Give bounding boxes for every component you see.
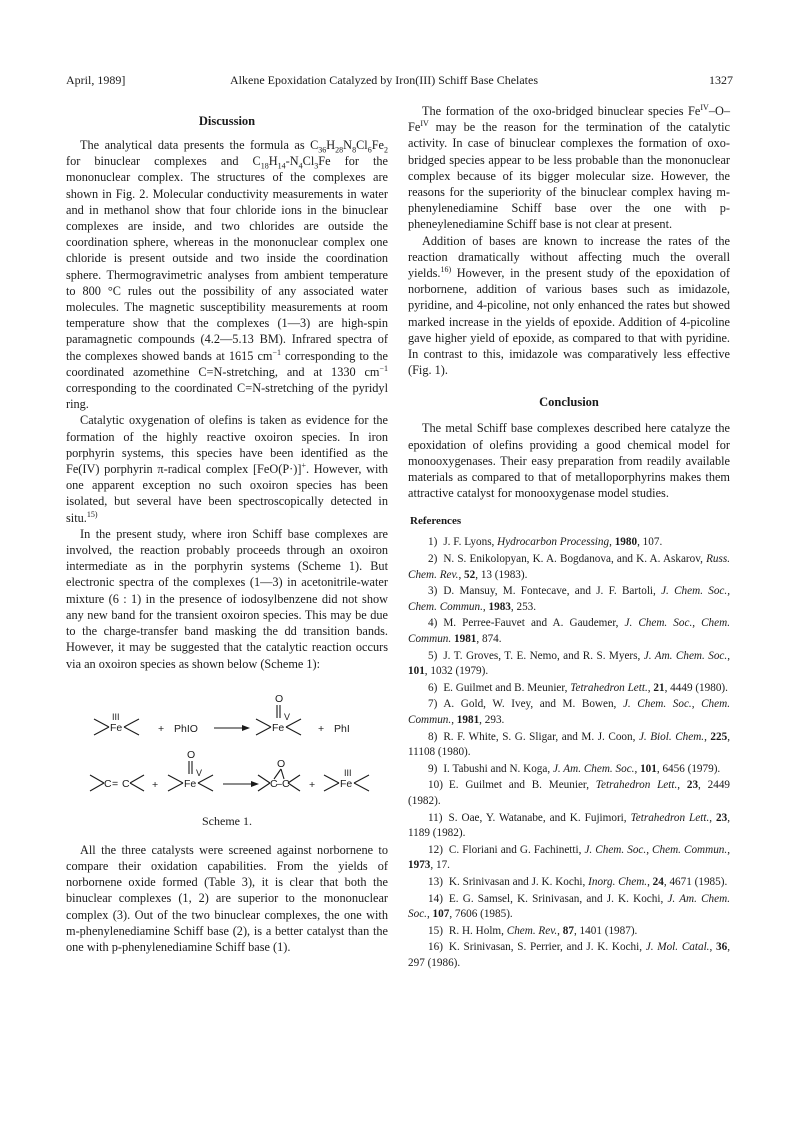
plus-sign: + <box>318 722 325 735</box>
page-number: 1327 <box>709 73 733 87</box>
phi-label: PhI <box>334 722 350 735</box>
reference-item: 10) E. Guilmet and B. Meunier, Tetrahedron Lett., 23, 2449 (1982). <box>408 779 730 807</box>
oxidation-state-label: V <box>284 711 291 722</box>
carbon-label: C <box>270 777 278 790</box>
reference-item: 11) S. Oae, Y. Watanabe, and K. Fujimori, Tetrahedron Lett., 23, 1189 (1982). <box>408 811 731 840</box>
reference-item: 6) E. Guilmet and B. Meunier, Tetrahedron Lett., 21, 4449 (1980). <box>428 681 728 694</box>
discussion-paragraph-4: All the three catalysts were screened against norbornene to compare their oxidation capabilities. From the yields of norbornene oxide formed (Table 3), it is clear that both the binuclear complexes (1, 2) are superior to the mononuclear complex (3). Out of the two binuclear complexes, the one with m-phenylenediamine Schiff base (2), is a better catalyst than the one with p-phenylenediamine Schiff base (1). <box>66 842 388 954</box>
single-bond: – <box>276 777 282 790</box>
reference-item: 13) K. Srinivasan and J. K. Kochi, Inorg. Chem., 24, 4671 (1985). <box>428 875 728 888</box>
discussion-heading: Discussion <box>198 114 256 128</box>
discussion-paragraph-3: In the present study, where iron Schiff base complexes are involved, the reaction probably proceeds through an oxoiron intermediate as in the porphyrin systems (Scheme 1). But electronic spectra of the complexes (1—3) in acetonitrile-water mixture (6 : 1) in the presence of iodosylbenzene did not show any new band for the transient oxoiron species. This may be due to the charge-transfer band masking the dd transition bands. However, it may be suggested that the catalytic reaction occurs via an oxoiron species as shown below (Scheme 1): <box>66 526 388 671</box>
oxygen-label: O <box>275 692 284 705</box>
reference-item: 12) C. Floriani and G. Fachinetti, J. Chem. Soc., Chem. Commun., 1973, 17. <box>408 843 730 872</box>
references-heading: References <box>410 515 462 528</box>
reaction-scheme <box>66 678 388 832</box>
discussion-paragraph-6: Addition of bases are known to increase the rates of the reaction dramatically without affecting much the overall yields.$^{16)}$ However, in the present study of the epoxidation of norbornene, addition of various bases such as imidazole, pyridine, and 4-picoline, not only enhanced the rates but showed marked increase in the yields of epoxide. Addition of 4-picoline gave higher yield of epoxide, as compared to that with pyridine. In contrast to this, imidazole was comparatively less effective (Fig. 1). <box>408 233 730 378</box>
reference-item: 8) R. F. White, S. G. Sligar, and M. J. Coon, J. Biol. Chem., 225, 11108 (1980). <box>408 730 730 759</box>
discussion-paragraph-5: The formation of the oxo-bridged binuclear species $Fe^{IV}-O-Fe^{IV}$ may be the reason for the termination of the catalytic activity. In case of binuclear complexes the formation of oxo-bridged species appear to be less probable than the mononuclear complex because of its bigger molecular size. However, the reasons for the superiority of the binuclear complex having m-phenylenediamine Schiff base over the one with p-pheneylenediamine Schiff base is not clear at present. <box>408 102 730 232</box>
scheme-caption: Scheme 1. <box>202 813 252 828</box>
right-column <box>408 103 730 973</box>
phio-label: PhIO <box>174 722 198 735</box>
issue-date: April, 1989] <box>66 73 126 87</box>
fe-label: Fe <box>184 777 197 790</box>
carbon-label: C <box>282 777 290 790</box>
carbon-label: C <box>104 777 112 790</box>
fe-label: Fe <box>272 721 285 734</box>
reference-item: 3) D. Mansuy, M. Fontecave, and J. F. Bartoli, J. Chem. Soc., Chem. Commun., 1983, 253. <box>408 585 730 613</box>
discussion-paragraph-1: The analytical data presents the formula as $C_{36}H_{28}N_8Cl_6Fe_2$ for binuclear complexes and $C_{18}H_{14}-N_4Cl_3Fe$ for the mononuclear complex. The structures of the complexes are shown in Fig. 2. Molecular conductivity measurements in water and in methanol show that four chloride ions in the binuclear complexes are inside, and two chlorides are outside the coordination sphere, whereas in the mononuclear complex one chloride is present outside and two inside the coordination sphere. Thermogravimetric analyses from ambient temperature to 800 °C rules out the possibility of any associated water molecules. The magnetic susceptibility measurements at room temperature show that the complexes (1—3) are high-spin paramagnetic compounds (4.2—5.13 BM). Infrared spectra of the complexes showed bands at 1615 $cm^{-1}$ corresponding to the coordinated azomethine C=N-stretching, and at 1330 $cm^{-1}$ corresponding to the coordinated C=N-stretching of the pyridyl ring. <box>66 138 388 412</box>
conclusion-paragraph: The metal Schiff base complexes described here catalyze the epoxidation of olefins providing a good chemical model for monooxygenases. Their easy preparation from readily available materials as compared to that of metalloporphyrins makes them attractive catalyst for monooxygenase model studies. <box>408 421 730 501</box>
left-column <box>66 103 388 955</box>
reaction-arrow <box>214 725 250 731</box>
double-bond: = <box>112 777 119 790</box>
reference-item: 15) R. H. Holm, Chem. Rev., 87, 1401 (1987). <box>428 924 638 937</box>
plus-sign: + <box>152 778 159 791</box>
reference-item: 16) K. Srinivasan, S. Perrier, and J. K. Kochi, J. Mol. Catal., 36, 297 (1986). <box>408 941 730 969</box>
oxidation-state-label: III <box>112 711 120 722</box>
carbon-label: C <box>122 777 130 790</box>
reference-list <box>408 535 730 971</box>
plus-sign: + <box>309 778 316 791</box>
fe-label: Fe <box>340 777 353 790</box>
discussion-paragraph-2: Catalytic oxygenation of olefins is taken as evidence for the formation of the highly reactive oxoiron species. In iron porphyrin systems, this species have been identified as the Fe(IV) porphyrin π-radical complex [FeO(P·)]+. However, with one apparent exception no such oxoiron species has been isolated, but several have been spectroscopically detected in situ.$^{15)}$ <box>66 413 388 525</box>
oxygen-label: O <box>187 748 196 761</box>
reference-item: 4) M. Perree-Fauvet and A. Gaudemer, J. Chem. Soc., Chem. Commun. 1981, 874. <box>408 617 730 646</box>
reference-item: 5) J. T. Groves, T. E. Nemo, and R. S. Myers, J. Am. Chem. Soc., 101, 1032 (1979). <box>408 649 730 678</box>
reference-item: 7) A. Gold, W. Ivey, and M. Bowen, J. Chem. Soc., Chem. Commun., 1981, 293. <box>408 698 730 726</box>
oxidation-state-label: V <box>196 767 203 778</box>
conclusion-heading: Conclusion <box>539 395 599 410</box>
scheme-drawing <box>66 678 388 812</box>
reference-item: 9) I. Tabushi and N. Koga, J. Am. Chem. Soc., 101, 6456 (1979). <box>428 762 721 775</box>
running-title: Alkene Epoxidation Catalyzed by Iron(III) Schiff Base Chelates <box>230 73 539 87</box>
oxidation-state-label: III <box>344 767 352 778</box>
reference-item: 14) E. G. Samsel, K. Srinivasan, and J. K. Kochi, J. Am. Chem. Soc., 107, 7606 (1985). <box>408 892 730 921</box>
fe-label: Fe <box>110 721 123 734</box>
plus-sign: + <box>158 722 165 735</box>
oxygen-label: O <box>277 757 286 770</box>
reference-item: 1) J. F. Lyons, Hydrocarbon Processing, 1980, 107. <box>428 536 663 549</box>
running-head <box>66 73 733 89</box>
reference-item: 2) N. S. Enikolopyan, K. A. Bogdanova, and K. A. Askarov, Russ. Chem. Rev., 52, 13 (1983). <box>408 553 730 581</box>
